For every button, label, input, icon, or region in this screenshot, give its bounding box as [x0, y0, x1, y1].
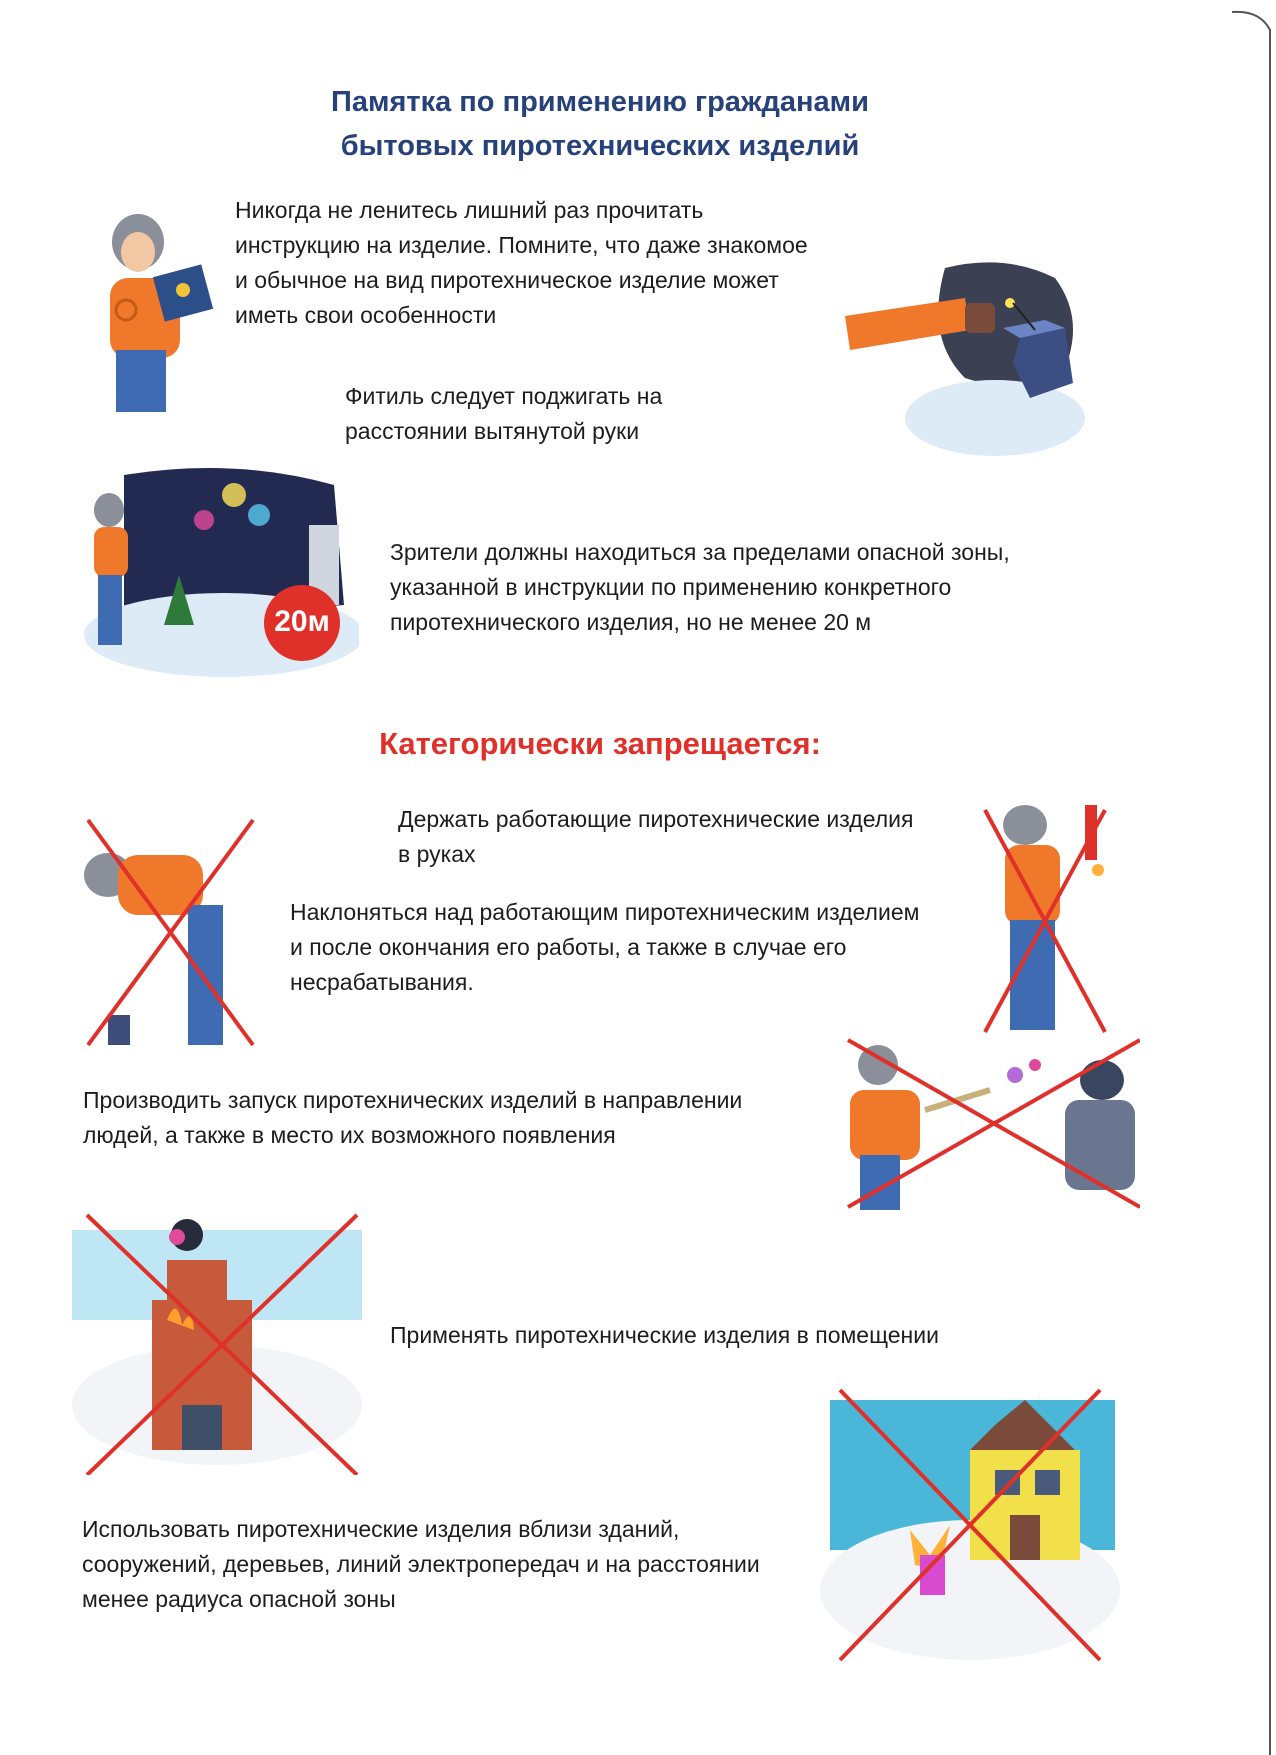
rule-instruction: Никогда не ленитесь лишний раз прочитать инструкцию на изделие. Помните, что даже знакомое и обычное на вид пиротехническое изделие может иметь свои особенности: [235, 197, 808, 328]
title-line-1: Памятка по применению гражданами: [331, 86, 869, 118]
distance-badge: 20м: [274, 605, 330, 638]
fireworks-night-icon: [84, 465, 359, 680]
person-reading-icon: [88, 200, 233, 415]
prohibited-heading: Категорически запрещается:: [379, 726, 821, 761]
hand-lighting-fuse-icon: [845, 258, 1085, 458]
rule-spectators: Зрители должны находиться за пределами опасной зоны, указанной в инструкции по применению конкретного пиротехнического изделия, но не менее 20 м: [390, 539, 1010, 635]
prohibited-item-2: Наклоняться над работающим пиротехническим изделием и после окончания его работы, а также в случае его несрабатывания.: [290, 899, 920, 995]
page-title: [0, 80, 1200, 168]
prohibited-item-4: Применять пиротехнические изделия в помещении: [390, 1322, 939, 1348]
prohibited-item-5: Использовать пиротехнические изделия вблизи зданий, сооружений, деревьев, линий электропередач и на расстоянии менее радиуса опасной зоны: [82, 1516, 760, 1612]
prohibited-item-1: Держать работающие пиротехнические изделия в руках: [398, 806, 914, 867]
burning-building-icon: [72, 1205, 362, 1475]
house-nearby-icon: [820, 1380, 1122, 1670]
rule-fuse: Фитиль следует поджигать на расстоянии вытянутой руки: [345, 383, 663, 444]
title-line-2: бытовых пиротехнических изделий: [340, 130, 860, 162]
prohibited-item-3: Производить запуск пиротехнических изделий в направлении людей, а также в место их возможного появления: [83, 1087, 743, 1148]
bending-person-icon: [78, 815, 263, 1055]
page-edge: [1230, 0, 1276, 1755]
holding-rocket-icon: [980, 800, 1115, 1040]
aiming-at-people-icon: [840, 1035, 1140, 1210]
